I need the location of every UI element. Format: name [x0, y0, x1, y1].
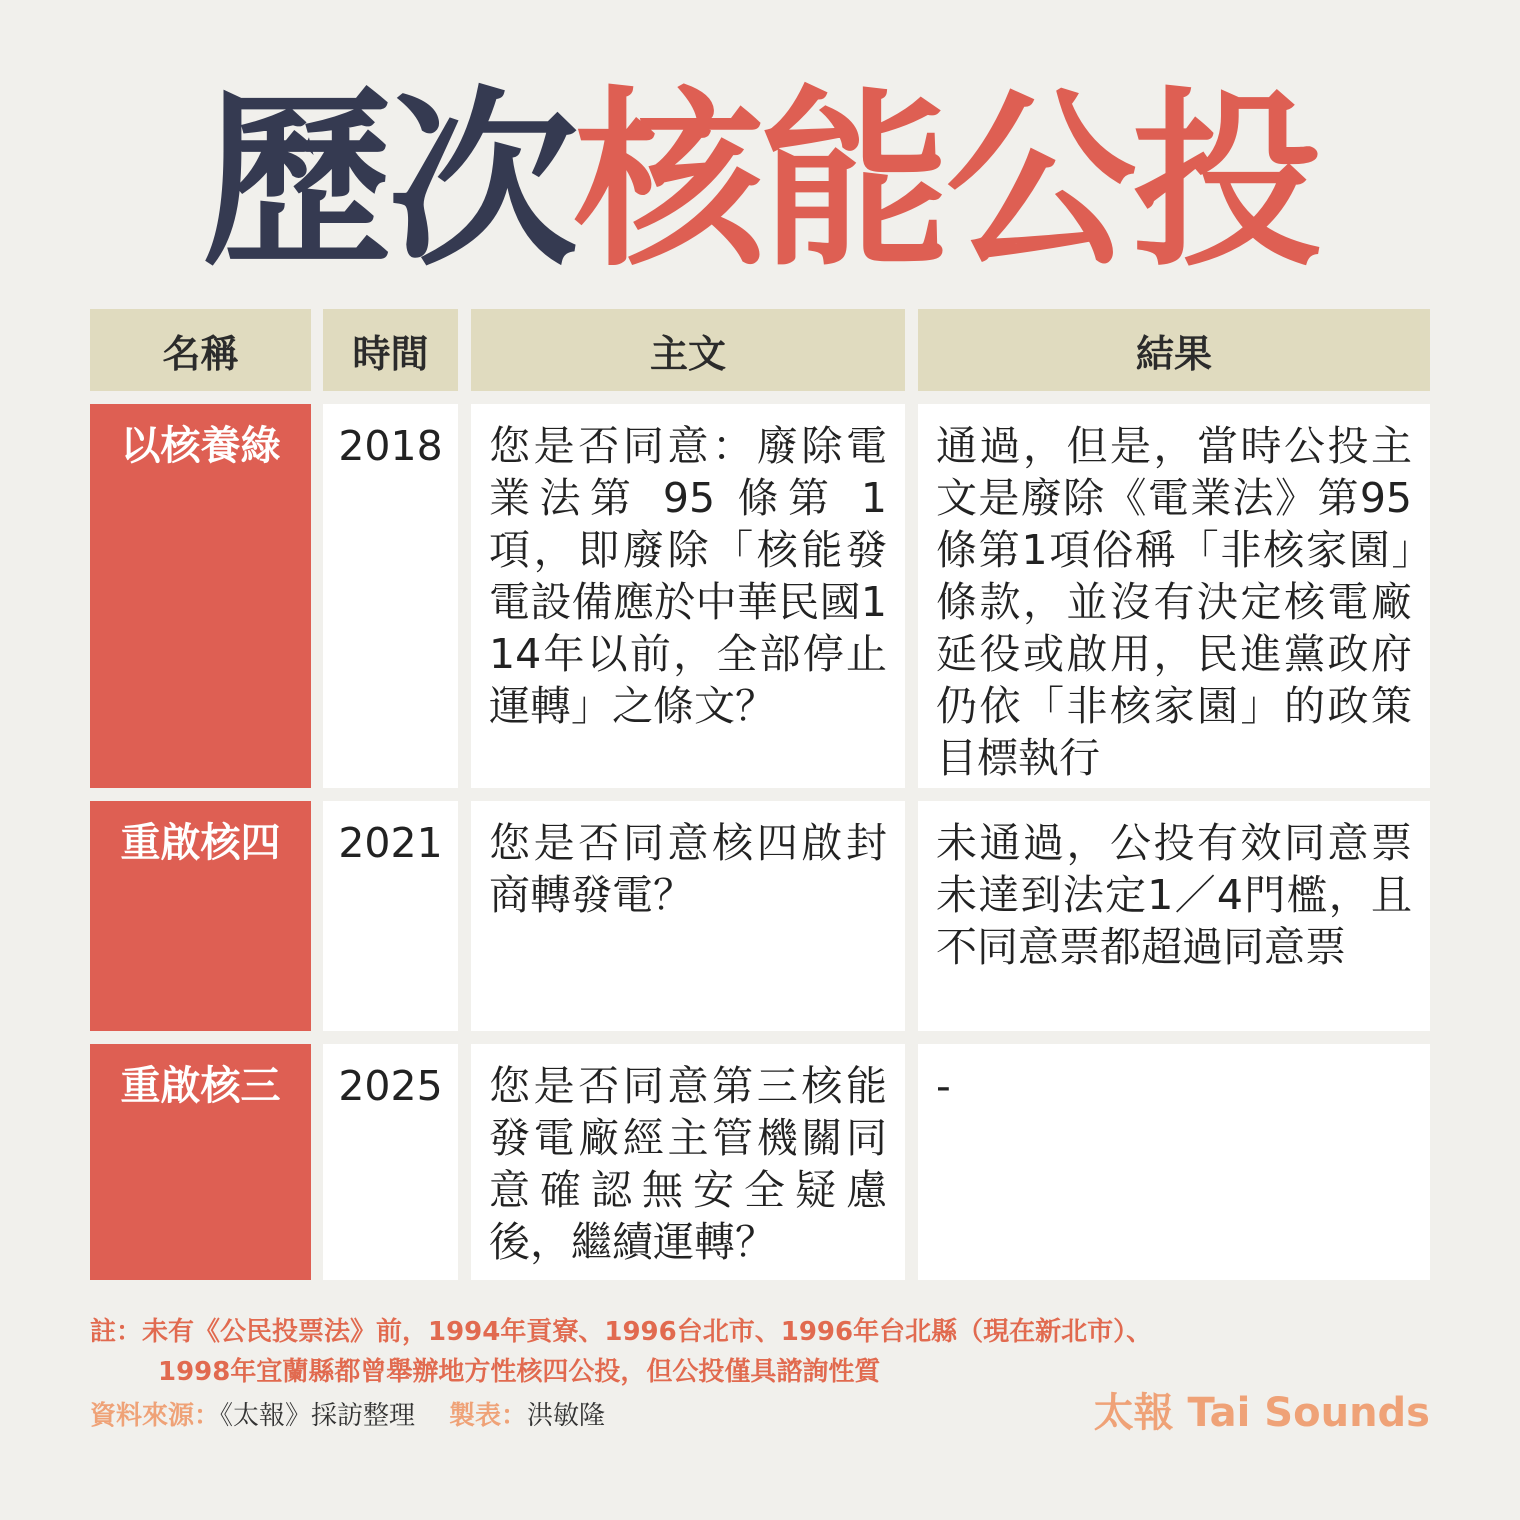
footnote-line-2: 1998年宜蘭縣都曾舉辦地方性核四公投，但公投僅具諮詢性質	[158, 1357, 881, 1387]
footnote	[90, 1312, 1430, 1392]
row-1-text: 您是否同意：廢除電業法第 95 條第 1 項，即廢除「核能發電設備應於中華民國114年以前，全部停止運轉」之條文？	[471, 404, 905, 788]
row-3-name: 重啟核三	[90, 1044, 311, 1280]
source-credits	[90, 1396, 605, 1436]
row-3-text: 您是否同意第三核能發電廠經主管機關同意確認無安全疑慮後，繼續運轉？	[471, 1044, 905, 1280]
title-part-2: 核能公投	[574, 71, 1319, 292]
header-result: 結果	[918, 309, 1430, 391]
maker-value: 洪敏隆	[527, 1401, 606, 1431]
page-title	[0, 72, 1520, 292]
row-3-year: 2025	[323, 1044, 458, 1280]
source-value: 《太報》採訪整理	[220, 1401, 416, 1431]
header-time: 時間	[323, 309, 458, 391]
maker-label: 製表：	[449, 1401, 528, 1431]
row-1-name: 以核養綠	[90, 404, 311, 788]
title-part-1: 歷次	[201, 71, 574, 292]
row-2-text: 您是否同意核四啟封商轉發電？	[471, 801, 905, 1031]
row-2-result: 未通過，公投有效同意票未達到法定1／4門檻，且不同意票都超過同意票	[918, 801, 1430, 1031]
header-name: 名稱	[90, 309, 311, 391]
row-2-year: 2021	[323, 801, 458, 1031]
header-text: 主文	[471, 309, 905, 391]
brand-logo-text: 太報 Tai Sounds	[1093, 1390, 1430, 1436]
source-label: 資料來源：	[90, 1401, 221, 1431]
footnote-line-1: 註：未有《公民投票法》前，1994年貢寮、1996台北市、1996年台北縣（現在新北市）、	[90, 1317, 1153, 1347]
row-1-year: 2018	[323, 404, 458, 788]
row-1-result: 通過，但是，當時公投主文是廢除《電業法》第95條第1項俗稱「非核家園」條款，並沒有決定核電廠延役或啟用，民進黨政府仍依「非核家園」的政策目標執行	[918, 404, 1430, 788]
row-2-name: 重啟核四	[90, 801, 311, 1031]
row-3-result: -	[918, 1044, 1430, 1280]
